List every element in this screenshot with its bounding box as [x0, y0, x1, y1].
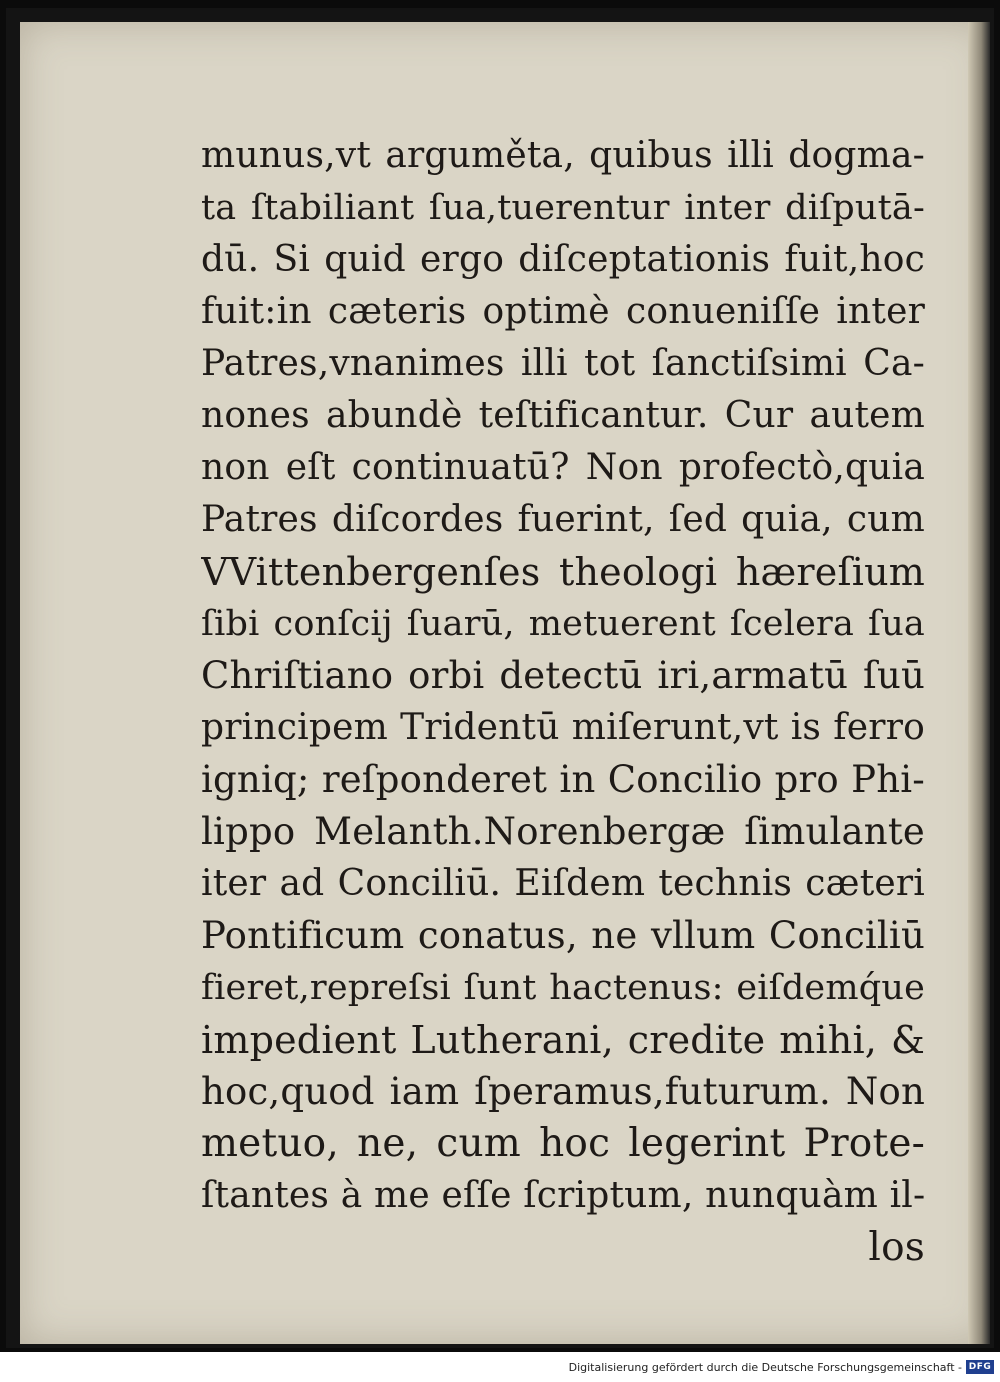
text-line: iter ad Conciliū. Eiſdem technis cæteri — [201, 863, 925, 904]
text-line: hoc,quod iam ſperamus,futurum. Non — [201, 1070, 925, 1113]
book-page — [20, 22, 990, 1344]
text-line: fieret,repreſsi ſunt hactenus: eiſdemq́ue — [201, 968, 925, 1008]
text-block — [201, 130, 925, 1274]
text-line: munus,vt arguměta, quibus illi dogma- — [201, 135, 925, 176]
catchword: los — [868, 1225, 925, 1270]
text-line: VVittenbergenſes theologi hæreſium — [201, 550, 925, 594]
text-line: ſtantes à me eſſe ſcriptum, nunquàm il- — [201, 1175, 925, 1216]
text-line: Patres,vnanimes illi tot ſanctiſsimi Ca- — [201, 343, 925, 384]
text-line: ta ſtabiliant ſua,tuerentur inter diſputā- — [201, 188, 925, 228]
text-line: Patres diſcordes fuerint, ſed quia, cum — [201, 499, 925, 540]
text-line: Chriſtiano orbi detectū iri,armatū ſuū — [201, 654, 925, 697]
text-line: impedient Lutherani, credite mihi, & — [201, 1018, 925, 1062]
text-line: igniq; reſponderet in Concilio pro Phi- — [201, 758, 925, 801]
scan-frame — [6, 8, 994, 1348]
text-line: Pontificum conatus, ne vllum Conciliū — [201, 914, 925, 957]
funding-credit: Digitalisierung gefördert durch die Deutsche Forschungsgemeinschaft - — [568, 1361, 962, 1374]
footer-bar — [0, 1352, 1000, 1382]
text-line: lippo Melanth.Norenbergæ ſimulante — [201, 810, 925, 853]
text-line: fuit:in cæteris optimè conueniſſe inter — [201, 291, 925, 332]
text-line: metuo, ne, cum hoc legerint Prote- — [201, 1121, 925, 1166]
dfg-logo[interactable]: DFG — [966, 1360, 994, 1374]
text-line: principem Tridentū miſerunt,vt is ferro — [201, 707, 925, 748]
text-line: non eſt continuatū? Non profectò,quia — [201, 447, 925, 488]
text-line: nones abundè teſtificantur. Cur autem — [201, 395, 925, 436]
text-line: dū. Si quid ergo diſceptationis fuit,hoc — [201, 239, 925, 280]
text-line: ſibi conſcij ſuarū, metuerent ſcelera ſua — [201, 604, 925, 644]
page-edge — [968, 22, 990, 1344]
